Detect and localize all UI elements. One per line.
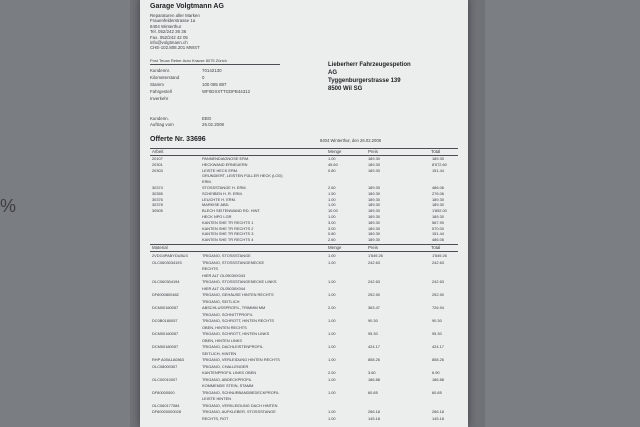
table-row	[140, 370, 468, 376]
table-row	[140, 344, 468, 350]
item-code: DCM00160057	[152, 331, 179, 336]
item-description: LEUCHTE H. ERM.	[202, 196, 236, 202]
item-price: 363.47	[368, 305, 380, 310]
item-description: ABSCHLUSSPROFIL, TRIMMM MM	[202, 305, 266, 310]
recipient-line: AG	[328, 70, 337, 76]
item-qty: 1.00	[328, 357, 336, 362]
table-row	[140, 325, 468, 331]
item-qty: 1.00	[328, 196, 336, 202]
item-qty: 0.80	[328, 231, 336, 237]
item-description: LEISTE HINTEN	[202, 396, 231, 401]
item-qty: 3.00	[328, 225, 336, 231]
item-price: 95.30	[368, 331, 378, 336]
item-total: 242.63	[432, 279, 444, 284]
item-code: 30374	[152, 185, 163, 190]
item-price: 266.18	[368, 409, 380, 414]
item-description: TRIGANO, SCHROTT, HINTEN RECHTS	[202, 318, 274, 323]
table-row	[140, 273, 468, 279]
item-code: DF80000000	[152, 389, 175, 395]
item-description: HIER ALT OL05030X044	[202, 285, 246, 291]
item-total: 486.06	[432, 237, 444, 243]
table-row	[140, 357, 468, 363]
item-qty: 1.00	[328, 259, 336, 265]
table-row	[140, 351, 468, 357]
item-description: HECKWAND ERNEUERN	[202, 161, 248, 167]
item-price: 189.30	[368, 161, 380, 167]
item-code: 30505	[152, 208, 163, 214]
sender-address-line: CHE-102.808.201 MWST	[150, 45, 200, 51]
item-qty: 1.00	[328, 331, 336, 336]
item-description: BLECH SEITENWAND RD. HINT.	[202, 208, 261, 214]
item-code: OLC060304194	[152, 279, 180, 284]
offer-title: Offerte Nr. 33696	[150, 136, 206, 143]
qty-col-header: Menge	[328, 149, 342, 154]
item-code: OLC08000307	[152, 363, 178, 369]
item-description: STOSSSTANGE H. ERM.	[202, 185, 247, 190]
work-section-label: Arbeit	[152, 149, 164, 154]
item-code: 20301	[152, 161, 163, 167]
item-price: 189.30	[368, 208, 380, 214]
offer-place-date: 8404 Winterthur, den 26.02.2008	[320, 138, 381, 143]
recipient-line: Lieberherr Fahrzeugespetion	[328, 62, 411, 68]
item-total: 151.44	[432, 231, 444, 237]
order-label: Kundenn.	[150, 116, 169, 121]
meta-value: 100 085 887	[202, 82, 227, 87]
item-total: 424.17	[432, 344, 444, 349]
item-code: OLC0603034193	[152, 259, 182, 265]
item-description: TRIGANO, GEHÄUSE HINTEN RECHTS	[202, 292, 274, 297]
item-total: 252.50	[432, 292, 444, 297]
table-row	[140, 409, 468, 415]
item-price: 242.63	[368, 279, 380, 284]
item-qty: 1.00	[328, 376, 336, 382]
item-qty: 1.00	[328, 156, 336, 161]
item-total: 242.63	[432, 259, 444, 265]
material-price-col-header: Preis	[368, 245, 379, 250]
item-total: 1'549.26	[432, 253, 447, 258]
item-description: KANTEN SHE TR RECHTS 2	[202, 225, 254, 231]
item-qty: 2.00	[328, 305, 336, 310]
meta-label: Kundennr.	[150, 68, 171, 73]
item-total: 1'892.00	[432, 208, 447, 214]
item-price: 189.30	[368, 185, 380, 190]
item-total: 567.90	[432, 219, 444, 225]
item-qty: 2.00	[328, 370, 336, 375]
item-description: LEISTE HECK ERM.	[202, 167, 239, 173]
item-price: 252.50	[368, 292, 380, 297]
item-description: TRIGANO, STOSSSTANGENECKE LINKS	[202, 279, 277, 284]
item-total: 266.18	[432, 409, 444, 414]
item-price: 189.30	[368, 196, 380, 202]
item-code: DF80000000028	[152, 409, 181, 414]
item-total: 486.06	[432, 185, 444, 190]
item-price: 858.26	[368, 357, 380, 362]
item-total: 95.30	[432, 331, 442, 336]
quote-document	[140, 0, 468, 427]
item-description: TRIGANO, CHALLENGER	[202, 363, 249, 369]
item-description: KANTENPROFIL LINKS OBEN	[202, 370, 257, 375]
table-row	[140, 331, 468, 337]
item-price: 3.60	[368, 370, 376, 375]
table-row	[140, 286, 468, 292]
item-code: DCM00160057	[152, 305, 179, 310]
sender-company: Garage Volgtmann AG	[150, 3, 224, 10]
item-qty: 1.00	[328, 214, 336, 219]
item-description: SCHEIBEN H. R. ERM.	[202, 190, 243, 196]
sender-address-line: Tel. 052/242 36 36	[150, 29, 187, 35]
item-description: TRIGANO, SEITLICH	[202, 298, 240, 304]
price-col-header: Preis	[368, 149, 379, 154]
item-description: OBEN, HINTEN LINKS	[202, 337, 242, 343]
item-price: 189.30	[368, 214, 380, 219]
item-description: TRIGANO, DACHLEISTENPROFIL	[202, 344, 264, 349]
item-price: 60.85	[368, 389, 378, 395]
item-description: TRIGANO, VERKLEIDUNG DACH HINTEN	[202, 402, 278, 408]
return-line-divider	[150, 64, 280, 65]
sender-address-line: Fax. 052/242 42 05	[150, 34, 188, 40]
item-description: KANTEN SHE TR RECHTS 1	[202, 219, 254, 225]
meta-value: WF0DXXTTGDFB44312	[202, 89, 251, 94]
sender-address-line: Reparaturen aller Marken	[150, 13, 200, 18]
item-price: 189.30	[368, 225, 380, 231]
meta-label: Inverkehr	[150, 96, 169, 101]
item-qty: 1.00	[328, 344, 336, 349]
item-description: KANTEN SHE TR RECHTS 3	[202, 231, 254, 237]
table-row	[140, 383, 468, 389]
table-row	[140, 312, 468, 318]
item-price: 189.30	[368, 167, 380, 173]
item-code: RHP A00A1A0863	[152, 357, 184, 362]
sender-address-line: Frauenfelderstrasse 1a	[150, 18, 196, 24]
background-left-panel	[0, 0, 130, 427]
item-total: 858.26	[432, 357, 444, 362]
table-row	[140, 237, 468, 243]
item-description: SEITLICH, HINTEN	[202, 350, 237, 356]
item-total: 570.00	[432, 225, 444, 231]
item-total: 151.44	[432, 167, 444, 173]
recipient-line: 8500 Wil SG	[328, 86, 363, 92]
item-price: 242.63	[368, 259, 380, 265]
table-row	[140, 305, 468, 311]
item-price: 189.30	[368, 190, 380, 196]
item-qty: 0.80	[328, 167, 336, 173]
item-description: TRIGANO, AUFKLEBER, STOSSSTANGE	[202, 409, 276, 414]
table-row	[140, 416, 468, 422]
table-row	[140, 377, 468, 383]
item-price: 189.30	[368, 219, 380, 225]
item-total: 90.30	[432, 318, 442, 323]
item-qty: 1.00	[328, 318, 336, 323]
item-code: 30376	[152, 196, 163, 202]
meta-value: 70142130	[202, 68, 222, 73]
item-total: 145.18	[432, 415, 444, 421]
item-description: KANTEN SHE TR RECHTS 4	[202, 237, 254, 243]
item-total: 189.30	[432, 214, 444, 219]
item-description: GRUNDIERT, LEISTEN FÜLLER HECK (LOD)	[202, 173, 283, 179]
item-code: 30355	[152, 190, 163, 196]
item-description: MARKISE ABD.	[202, 202, 230, 208]
item-description: TRIGANO, STOSSSTANGE	[202, 253, 251, 258]
item-qty: 1.50	[328, 190, 336, 196]
item-code: 20107	[152, 156, 163, 161]
table-row	[140, 396, 468, 402]
item-description: RECHTS, ROT	[202, 415, 229, 421]
table-row	[140, 253, 468, 259]
order-value: 26.02.2008	[202, 122, 224, 127]
item-description: TRIGANO, SCHNITTPROFIL	[202, 311, 253, 317]
table-row	[140, 338, 468, 344]
item-price: 189.30	[368, 156, 380, 161]
order-label: Auftrag vom	[150, 122, 174, 127]
item-total: 186.88	[432, 376, 444, 382]
order-value: EBO	[202, 116, 212, 121]
table-row	[140, 299, 468, 305]
percent-label: %	[0, 196, 17, 216]
item-qty: 1.00	[328, 415, 336, 421]
item-description: ERM.	[202, 179, 212, 185]
item-code: 20303	[152, 167, 163, 173]
item-qty: 10.00	[328, 208, 338, 214]
item-total: 6.90	[432, 370, 440, 375]
item-price: 189.30	[368, 237, 380, 243]
item-description: TRIGANO, STOSSSTANGENECKE	[202, 259, 265, 265]
item-description: HIER ALT OL05030X043	[202, 272, 246, 278]
item-description: OBEN, HINTEN RECHTS	[202, 324, 247, 330]
item-price: 186.88	[368, 376, 380, 382]
item-price: 189.30	[368, 231, 380, 237]
recipient-line: Tyggenburgerstrasse 139	[328, 78, 401, 84]
item-qty: 1.00	[328, 409, 336, 414]
material-section-label: Material	[152, 245, 168, 250]
table-row	[140, 292, 468, 298]
item-qty: 3.00	[328, 219, 336, 225]
item-total: 8'572.60	[432, 161, 447, 167]
material-header-underline	[150, 251, 458, 252]
item-code: DC0B0180057	[152, 318, 178, 323]
item-total: 276.06	[432, 190, 444, 196]
material-header-line	[150, 244, 458, 245]
item-qty: 1.00	[328, 292, 336, 297]
item-description: TRIGANO, SCHROTT, HINTEN LINKS	[202, 331, 270, 336]
table-row	[140, 260, 468, 266]
meta-label: Stamm	[150, 82, 164, 87]
item-description: HECK NPO LGR	[202, 214, 232, 219]
total-col-header: Total	[431, 149, 441, 154]
item-code: 30378	[152, 202, 163, 208]
item-description: KOMMENDE STEIN, STAMM	[202, 383, 254, 388]
item-description: TRIGANO, SCHNURBANDBEDECKPROFIL	[202, 389, 280, 395]
item-price: 189.30	[368, 202, 380, 208]
material-total-col-header: Total	[431, 245, 441, 250]
background-right-panel	[485, 0, 640, 427]
item-description: RECHTS	[202, 266, 218, 271]
item-total: 189.30	[432, 156, 444, 161]
table-row	[140, 279, 468, 285]
return-address-line: Post Teuax Reber Auto Krause 8075 Zürich	[150, 58, 227, 63]
item-qty: 1.00	[328, 389, 336, 395]
meta-value: 0	[202, 75, 205, 80]
item-price: 424.17	[368, 344, 380, 349]
table-row	[140, 364, 468, 370]
item-qty: 1.00	[328, 279, 336, 284]
sender-address-line: info@volgtmann.ch	[150, 40, 188, 45]
sender-address-line: 8404 Winterthur	[150, 23, 182, 29]
item-price: 90.30	[368, 318, 378, 323]
meta-label: Fahrgestell	[150, 89, 172, 94]
item-qty: 45.60	[328, 161, 338, 167]
item-total: 189.30	[432, 196, 444, 202]
item-description: TRIGANO, VERLEIDUNG HINTEN RECHTS	[202, 357, 280, 362]
item-description: TRIGANO, ABDECKPROFIL	[202, 376, 252, 382]
item-code: OLC060177084	[152, 402, 180, 408]
item-price: 1'549.26	[368, 253, 383, 258]
item-total: 60.85	[432, 389, 442, 395]
item-qty: 1.00	[328, 253, 336, 258]
item-code: DCM00180057	[152, 344, 179, 349]
table-row	[140, 266, 468, 272]
item-qty: 2.60	[328, 185, 336, 190]
item-code: 2VDG4PABYDU8U3	[152, 253, 188, 258]
item-code: OLC00010007	[152, 376, 178, 382]
item-price: 145.18	[368, 415, 380, 421]
meta-label: Kilometerstand	[150, 75, 180, 80]
item-total: 189.30	[432, 202, 444, 208]
table-row	[140, 390, 468, 396]
item-qty: 2.60	[328, 237, 336, 243]
item-description: PANNENDIAGNOSE ERM.	[202, 156, 250, 161]
table-row	[140, 403, 468, 409]
item-qty: 1.00	[328, 202, 336, 208]
item-code: DF8000800482	[152, 292, 179, 297]
work-header-line	[150, 148, 458, 149]
material-qty-col-header: Menge	[328, 245, 342, 250]
table-row	[140, 318, 468, 324]
item-total: 726.94	[432, 305, 444, 310]
